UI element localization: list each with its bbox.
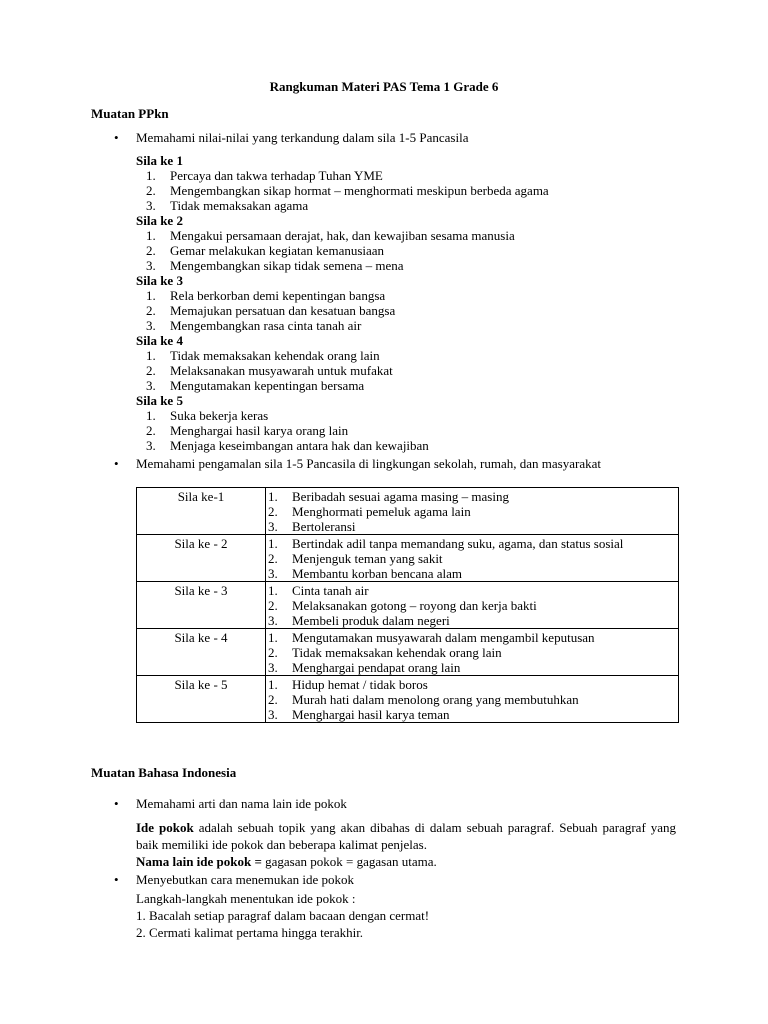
table-cell-label: Sila ke - 5 [137, 676, 266, 723]
table-row [137, 582, 679, 629]
sila-4-list [146, 348, 393, 393]
list-item: 1. Percaya dan takwa terhadap Tuhan YME [146, 168, 383, 183]
sila-3-list [146, 288, 395, 333]
list-item: 2. Gemar melakukan kegiatan kemanusiaan [146, 243, 385, 258]
table-row [137, 535, 679, 582]
pengamalan-table [136, 487, 679, 723]
sila-2-list [146, 228, 515, 273]
sila-3-heading: Sila ke 3 [136, 273, 183, 288]
sila-1-list [146, 168, 549, 213]
list-item: 3. Mengembangkan sikap tidak semena – mena [146, 258, 404, 273]
list-item: 3. Mengutamakan kepentingan bersama [146, 378, 365, 393]
step-item: 1. Bacalah setiap paragraf dalam bacaan dengan cermat! [136, 908, 430, 923]
ide-pokok-term: Ide pokok [136, 820, 194, 835]
list-item: 1. Mengakui persamaan derajat, hak, dan kewajiban sesama manusia [146, 228, 515, 243]
sila-4-heading: Sila ke 4 [136, 333, 183, 348]
sila-1-heading: Sila ke 1 [136, 153, 183, 168]
list-item: 1. Suka bekerja keras [146, 408, 269, 423]
ide-pokok-definition: adalah sebuah topik yang akan dibahas di dalam sebuah paragraf. Sebuah paragraf yang baik memiliki ide pokok dan beberapa kalimat penjelas. [136, 820, 677, 852]
sila-5-list [146, 408, 429, 453]
table-cell-label: Sila ke - 4 [137, 629, 266, 676]
bullet-bahasa-1: • Memahami arti dan nama lain ide pokok [136, 796, 347, 812]
nama-lain-line [136, 853, 437, 870]
table-row [137, 676, 679, 723]
steps-heading: Langkah-langkah menentukan ide pokok : [136, 891, 356, 906]
table-cell-items: 1. Hidup hemat / tidak boros 2. Murah hati dalam menolong orang yang membutuhkan 3. Menghargai hasil karya teman [266, 676, 679, 723]
list-item: 3. Tidak memaksakan agama [146, 198, 309, 213]
list-item: 2. Mengembangkan sikap hormat – menghormati meskipun berbeda agama [146, 183, 549, 198]
list-item: 3. Menjaga keseimbangan antara hak dan kewajiban [146, 438, 429, 453]
ide-pokok-paragraph [136, 819, 676, 853]
section-heading-bahasa: Muatan Bahasa Indonesia [91, 765, 237, 780]
table-cell-label: Sila ke - 3 [137, 582, 266, 629]
table-cell-label: Sila ke - 2 [137, 535, 266, 582]
bullet-ppkn-1: • Memahami nilai-nilai yang terkandung dalam sila 1-5 Pancasila [136, 130, 468, 146]
table-cell-items: 1. Bertindak adil tanpa memandang suku, agama, dan status sosial 2. Menjenguk teman yang sakit 3. Membantu korban bencana alam [266, 535, 679, 582]
sila-5-heading: Sila ke 5 [136, 393, 183, 408]
nama-lain-definition: gagasan pokok = gagasan utama. [261, 854, 437, 869]
table-row [137, 488, 679, 535]
table-cell-label: Sila ke-1 [137, 488, 266, 535]
table-cell-items: 1. Beribadah sesuai agama masing – masing 2. Menghormati pemeluk agama lain 3. Bertoleransi [266, 488, 679, 535]
list-item: 2. Menghargai hasil karya orang lain [146, 423, 349, 438]
bullet-bahasa-2: • Menyebutkan cara menemukan ide pokok [136, 872, 354, 888]
sila-2-heading: Sila ke 2 [136, 213, 183, 228]
document-title: Rangkuman Materi PAS Tema 1 Grade 6 [269, 79, 499, 94]
list-item: 2. Melaksanakan musyawarah untuk mufakat [146, 363, 393, 378]
list-item: 1. Rela berkorban demi kepentingan bangsa [146, 288, 386, 303]
list-item: 3. Mengembangkan rasa cinta tanah air [146, 318, 362, 333]
step-item: 2. Cermati kalimat pertama hingga terakhir. [136, 925, 364, 940]
list-item: 2. Memajukan persatuan dan kesatuan bangsa [146, 303, 396, 318]
list-item: 1. Tidak memaksakan kehendak orang lain [146, 348, 380, 363]
bullet-ppkn-2: • Memahami pengamalan sila 1-5 Pancasila di lingkungan sekolah, rumah, dan masyarakat [136, 456, 601, 472]
table-row [137, 629, 679, 676]
table-cell-items: 1. Mengutamakan musyawarah dalam mengambil keputusan 2. Tidak memaksakan kehendak orang lain 3. Menghargai pendapat orang lain [266, 629, 679, 676]
nama-lain-term: Nama lain ide pokok = [136, 854, 262, 869]
section-heading-ppkn: Muatan PPkn [91, 106, 169, 121]
table-cell-items: 1. Cinta tanah air 2. Melaksanakan gotong – royong dan kerja bakti 3. Membeli produk dalam negeri [266, 582, 679, 629]
